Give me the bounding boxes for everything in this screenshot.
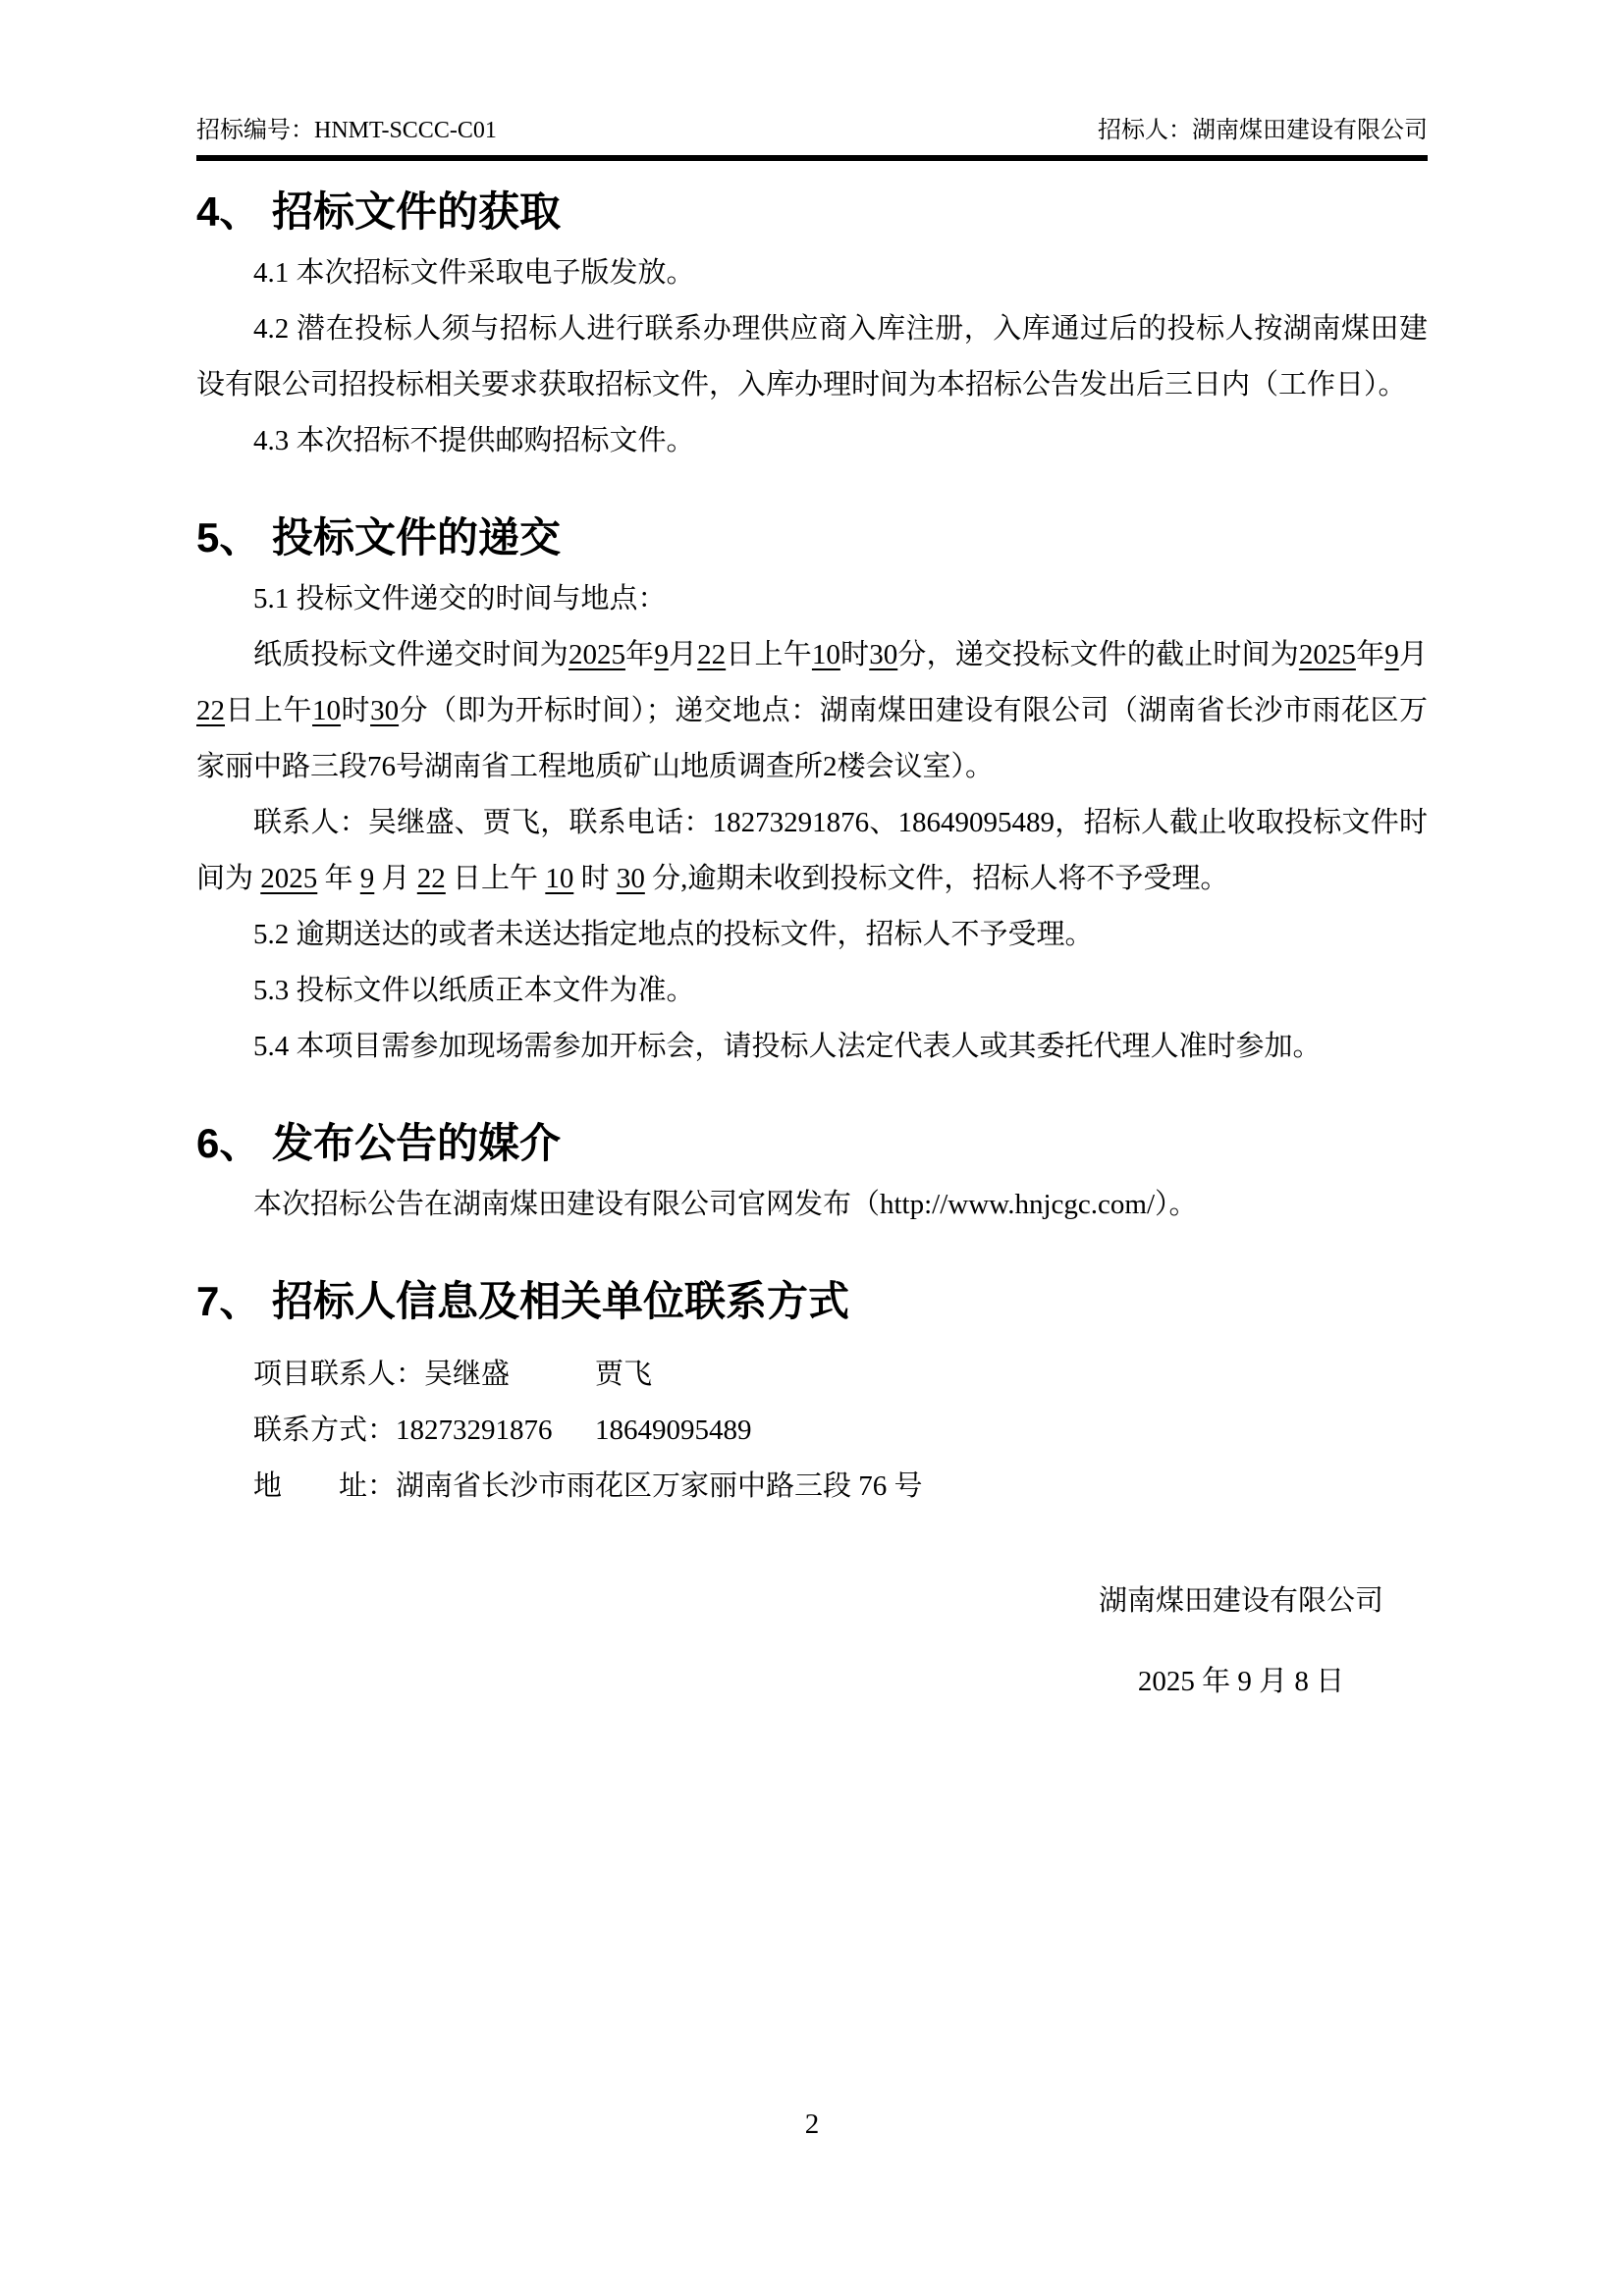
- paragraph-5-1: 5.1 投标文件递交的时间与地点：: [253, 583, 667, 614]
- paragraph-5-2: 5.2 逾期送达的或者未送达指定地点的投标文件，招标人不予受理。: [253, 919, 1094, 950]
- contact-person-line: 项目联系人：吴继盛 贾飞: [253, 1359, 653, 1390]
- header-tender-number: 招标编号：HNMT-SCCC-C01: [196, 118, 497, 143]
- paragraph-6-media: 本次招标公告在湖南煤田建设有限公司官网发布（http://www.hnjcgc.com/）。: [253, 1189, 1198, 1220]
- paragraph-5-submission-time: 纸质投标文件递交时间为2025年9月22日上午10时30分，递交投标文件的截止时间为2025年9月22日上午10时30分（即为开标时间）；递交地点：湖南煤田建设有限公司（湖南省长沙市雨花区万家丽中路三段76号湖南省工程地质矿山地质调查所2楼会议室）。: [196, 639, 1428, 782]
- section-7-heading: 7、 招标人信息及相关单位联系方式: [196, 1278, 850, 1324]
- page-header: [196, 116, 1428, 161]
- paragraph-4-1: 4.1 本次招标文件采取电子版发放。: [253, 257, 695, 289]
- paragraph-5-contacts-deadline: 联系人：吴继盛、贾飞，联系电话：18273291876、18649095489，招标人截止收取投标文件时间为 2025 年 9 月 22 日上午 10 时 30 分,逾期未收到投标文件，招标人将不予受理。: [196, 807, 1428, 894]
- paragraph-5-3: 5.3 投标文件以纸质正本文件为准。: [253, 975, 695, 1006]
- signature-company-name: 湖南煤田建设有限公司: [1098, 1585, 1383, 1617]
- paragraph-4-2: 4.2 潜在投标人须与招标人进行联系办理供应商入库注册，入库通过后的投标人按湖南煤田建设有限公司招投标相关要求获取招标文件，入库办理时间为本招标公告发出后三日内（工作日）。: [196, 313, 1428, 400]
- signature-block: [1055, 1574, 1428, 1710]
- contact-phone-line: 联系方式：18273291876 18649095489: [253, 1415, 752, 1446]
- signature-date: 2025 年 9 月 8 日: [1137, 1666, 1345, 1697]
- contact-address-line: 地 址：湖南省长沙市雨花区万家丽中路三段 76 号: [253, 1470, 923, 1502]
- section-4-heading: 4、 招标文件的获取: [196, 188, 562, 235]
- paragraph-4-3: 4.3 本次招标不提供邮购招标文件。: [253, 425, 695, 456]
- page-number: 2: [804, 2109, 820, 2140]
- header-tenderer-name: 招标人：湖南煤田建设有限公司: [1098, 118, 1428, 143]
- section-5-heading: 5、 投标文件的递交: [196, 514, 562, 561]
- paragraph-5-4: 5.4 本项目需参加现场需参加开标会，请投标人法定代表人或其委托代理人准时参加。: [253, 1031, 1322, 1062]
- section-6-heading: 6、 发布公告的媒介: [196, 1120, 562, 1166]
